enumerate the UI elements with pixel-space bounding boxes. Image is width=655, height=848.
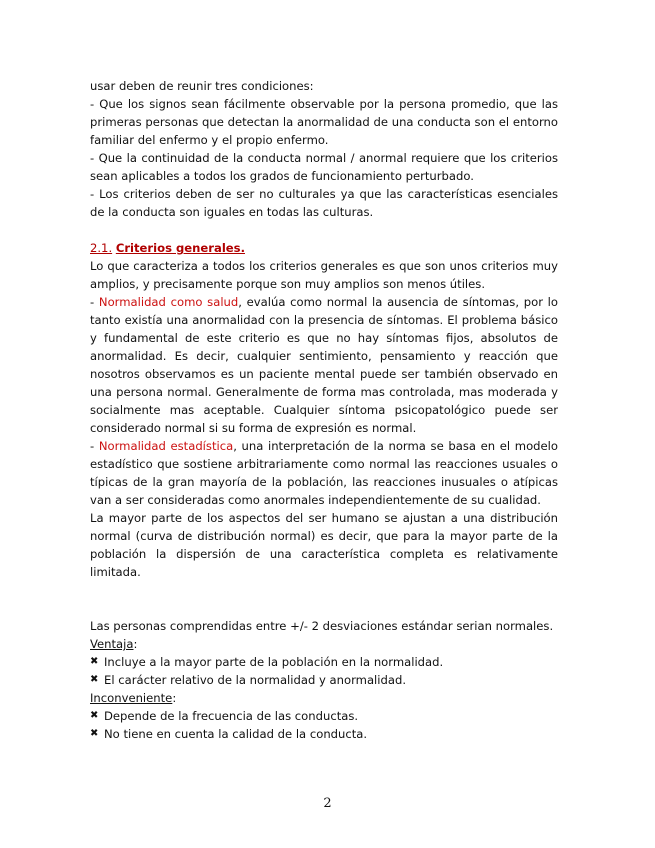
normalidad-estadistica-paragraph: [90, 437, 558, 509]
colon: :: [172, 691, 177, 705]
cross-bullet-icon: ✖: [90, 674, 99, 685]
intro-line: usar deben de reunir tres condiciones:: [90, 79, 314, 93]
section-heading: [90, 239, 558, 257]
ventaja-item: [90, 671, 558, 689]
dash: -: [90, 439, 99, 453]
section-title: Criterios generales.: [115, 241, 245, 255]
condition-item-1: - Que los signos sean fácilmente observable por la persona promedio, que las primeras personas que detectan la anormalidad de una conducta son el entorno familiar del enfermo y el propio enfermo.: [90, 97, 558, 147]
ventaja-text: El carácter relativo de la normalidad y anormalidad.: [104, 673, 407, 687]
condition-item-2: - Que la continuidad de la conducta normal / anormal requiere que los criterios sean aplicables a todos los grados de funcionamiento perturbado.: [90, 151, 558, 183]
inconveniente-heading: [90, 689, 558, 707]
normalidad-estadistica-text: , una interpretación de la norma se basa en el modelo estadístico que sostiene arbitrariamente como normal las reacciones usuales o típicas de la gran mayoría de la población, las reacciones inusuales o atípicas van a ser consideradas como anormales independientemente de su cualidad.: [90, 439, 558, 507]
distribucion-paragraph: La mayor parte de los aspectos del ser humano se ajustan a una distribución normal (curva de distribución normal) es decir, que para la mayor parte de la población la dispersión de una característica completa es relativamente limitada.: [90, 511, 558, 579]
ventaja-heading: [90, 635, 558, 653]
cross-bullet-icon: ✖: [90, 728, 99, 739]
ventaja-text: Incluye a la mayor parte de la población en la normalidad.: [104, 655, 444, 669]
document-body: [90, 77, 558, 743]
cross-bullet-icon: ✖: [90, 656, 99, 667]
condition-item-3: - Los criterios deben de ser no culturales ya que las características esenciales de la conducta son iguales en todas las culturas.: [90, 187, 558, 219]
inconveniente-label: Inconveniente: [90, 691, 173, 705]
colon: :: [133, 637, 138, 651]
inconveniente-text: Depende de la frecuencia de las conductas.: [104, 709, 359, 723]
cross-bullet-icon: ✖: [90, 710, 99, 721]
normalidad-salud-term: Normalidad como salud: [98, 295, 239, 309]
dash: -: [90, 295, 99, 309]
desviaciones-paragraph: Las personas comprendidas entre +/- 2 desviaciones estándar serian normales.: [90, 619, 554, 633]
ventaja-label: Ventaja: [90, 637, 134, 651]
page-number: 2: [323, 796, 332, 811]
ventaja-item: [90, 653, 558, 671]
inconveniente-item: [90, 707, 558, 725]
normalidad-salud-text: , evalúa como normal la ausencia de síntomas, por lo tanto existía una anormalidad con la presencia de síntomas. El problema básico y fundamental de este criterio es que no hay síntomas fijos, absolutos de anormalidad. Es decir, cualquier sentimiento, pensamiento y reacción que nosotros observamos es un paciente mental puede ser también observado en una persona normal. Generalmente de forma mas controlada, mas moderada y socialmente mas aceptable. Cualquier síntoma psicopatológico puede ser considerado normal si su forma de expresión es normal.: [90, 295, 558, 435]
section-intro: Lo que caracteriza a todos los criterios generales es que son unos criterios muy amplios, y precisamente porque son muy amplios son menos útiles.: [90, 259, 558, 291]
normalidad-salud-paragraph: [90, 293, 558, 437]
section-number: 2.1.: [90, 241, 113, 255]
normalidad-estadistica-term: Normalidad estadística: [98, 439, 234, 453]
inconveniente-item: [90, 725, 558, 743]
inconveniente-text: No tiene en cuenta la calidad de la conducta.: [104, 727, 368, 741]
